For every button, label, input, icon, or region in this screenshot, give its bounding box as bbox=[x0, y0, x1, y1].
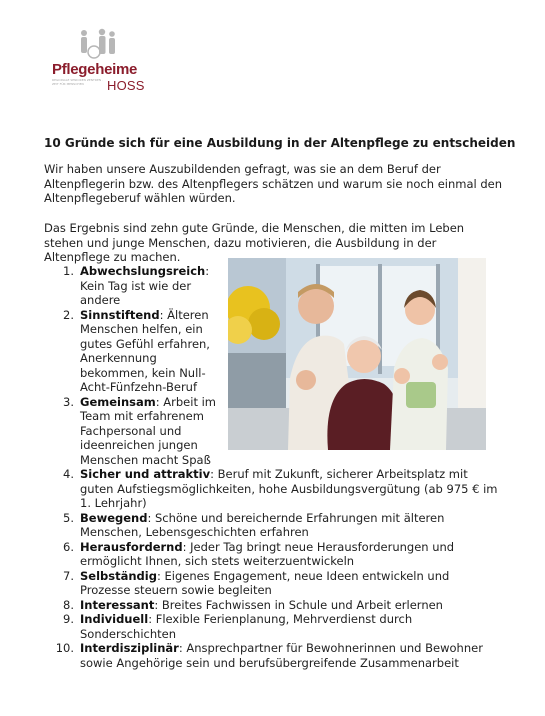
list-item bbox=[44, 569, 500, 598]
list-item bbox=[44, 467, 500, 511]
item-term: Herausfordernd bbox=[80, 539, 183, 554]
list-item bbox=[44, 511, 500, 540]
item-number: 4. bbox=[63, 467, 74, 481]
item-text: : Breites Fachwissen in Schule und Arbeit erlernen bbox=[154, 597, 443, 612]
item-text: : Älteren Menschen helfen, ein gutes Gefühl erfahren, Anerkennung bekommen, kein Null-Acht-Fünfzehn-Beruf bbox=[80, 307, 210, 394]
item-term: Individuell bbox=[80, 612, 149, 626]
intro-paragraph-2: Das Ergebnis sind zehn gute Gründe, die Menschen, die mitten im Leben stehen und junge Menschen, dazu motivieren, die Ausbildung in der Altenpflege zu machen. bbox=[44, 221, 465, 264]
item-text: : Flexible Ferienplanung, Mehrverdienst durch Sonderschichten bbox=[80, 612, 413, 641]
list-item bbox=[44, 264, 220, 308]
item-number: 3. bbox=[63, 394, 74, 409]
item-text: : Schöne und bereichernde Erfahrungen mit älteren Menschen, Lebensgeschichten erfahren bbox=[80, 510, 445, 539]
intro-paragraph-1: Wir haben unsere Auszubildenden gefragt, was sie an dem Beruf der Altenpflegerin bzw. des Altenpflegers schätzen und warum sie noch einmal den Altenpflegeberuf wählen würden. bbox=[44, 162, 503, 205]
list-item bbox=[44, 395, 220, 468]
item-term: Abwechslungsreich bbox=[80, 264, 206, 278]
list-item bbox=[44, 308, 220, 395]
logo-figures-icon bbox=[72, 28, 122, 62]
item-term: Interessant bbox=[80, 597, 155, 612]
item-number: 5. bbox=[63, 510, 74, 525]
logo-wordmark: Pflegeheime bbox=[52, 61, 138, 78]
item-number: 8. bbox=[63, 597, 74, 612]
page-title: 10 Gründe sich für eine Ausbildung in der Altenpflege zu entscheiden bbox=[44, 136, 516, 150]
item-number: 7. bbox=[63, 568, 74, 583]
item-number: 6. bbox=[63, 539, 74, 554]
reasons-list bbox=[44, 264, 500, 670]
list-item bbox=[44, 641, 500, 670]
item-term: Selbständig bbox=[80, 568, 157, 583]
item-text: : Jeder Tag bringt neue Herausforderungen und ermöglicht Ihnen, sich stets weiterzuentwickeln bbox=[80, 539, 455, 568]
logo-brand: HOSS bbox=[107, 78, 145, 93]
item-term: Bewegend bbox=[80, 510, 148, 525]
logo-tagline: REGIONALE SENIOREN ZENTREN · ZEIT FÜR MENSCHEN bbox=[52, 78, 103, 86]
item-term: Sinnstiftend bbox=[80, 307, 160, 322]
item-text: : Arbeit im Team mit erfahrenem Fachpersonal und ideenreichen jungen Menschen macht Spaß bbox=[80, 394, 217, 467]
item-number: 9. bbox=[63, 612, 74, 626]
item-text: : Beruf mit Zukunft, sicherer Arbeitsplatz mit guten Aufstiegsmöglichkeiten, hohe Ausbildungsvergütung (ab 975 € im 1. Lehrjahr) bbox=[80, 467, 498, 510]
item-term: Sicher und attraktiv bbox=[80, 467, 211, 481]
item-term: Interdisziplinär bbox=[80, 641, 179, 655]
item-number: 1. bbox=[63, 264, 74, 278]
logo bbox=[52, 28, 145, 96]
list-item bbox=[44, 540, 500, 569]
list-item bbox=[44, 598, 500, 613]
item-text: : Ansprechpartner für Bewohnerinnen und Bewohner sowie Angehörige sein und berufsübergreifende Zusammenarbeit bbox=[80, 641, 483, 670]
item-text: : Kein Tag ist wie der andere bbox=[80, 264, 210, 307]
item-text: : Eigenes Engagement, neue Ideen entwickeln und Prozesse steuern sowie begleiten bbox=[80, 568, 450, 597]
item-number: 2. bbox=[63, 307, 74, 322]
item-number: 10. bbox=[55, 641, 74, 655]
item-term: Gemeinsam bbox=[80, 394, 156, 409]
list-item bbox=[44, 612, 500, 641]
